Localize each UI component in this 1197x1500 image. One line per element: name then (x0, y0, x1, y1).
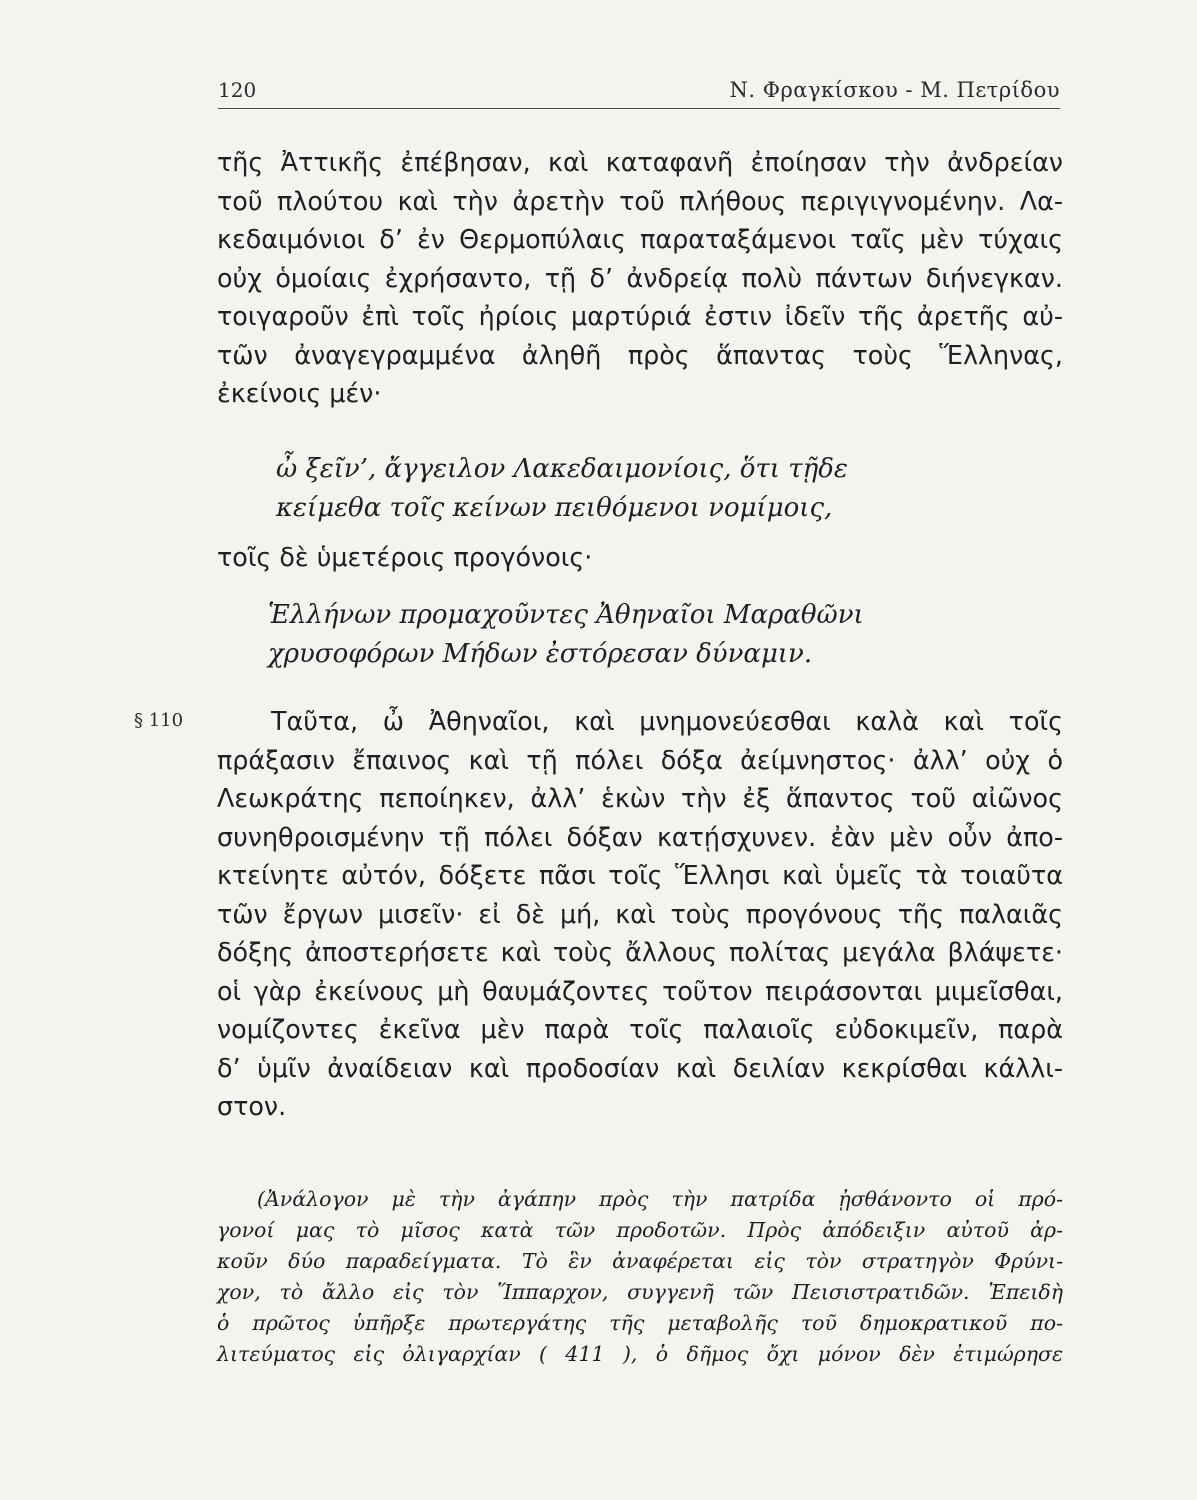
text-line: δ’ ὑμῖν ἀναίδειαν καὶ προδοσίαν καὶ δειλίαν κεκρίσθαι κάλλι- (217, 1052, 1063, 1083)
note-line: (Ἀνάλογον μὲ τὴν ἀγάπην πρὸς τὴν πατρίδα ᾐσθάνοντο οἱ πρό- (257, 1187, 1063, 1211)
note-line: ὁ πρῶτος ὑπῆρξε πρωτεργάτης τῆς μεταβολῆς τοῦ δημοκρατικοῦ πο- (217, 1311, 1063, 1335)
verse-line: κείμεθα τοῖς κείνων πειθόμενοι νομίμοις, (276, 492, 833, 523)
text-line: οἱ γὰρ ἐκείνους μὴ θαυμάζοντες τοῦτον πειράσονται μιμεῖσθαι, (217, 975, 1063, 1006)
verse-line: Ἑλλήνων προμαχοῦντες Ἀθηναῖοι Μαραθῶνι (268, 600, 864, 630)
epigram-2-intro: τοῖς δὲ ὑμετέροις προγόνοις· (217, 542, 593, 572)
verse-line: χρυσοφόρων Μήδων ἐστόρεσαν δύναμιν. (268, 638, 813, 669)
note-line: γονοί μας τὸ μῖσος κατὰ τῶν προδοτῶν. Πρὸς ἀπόδειξιν αὐτοῦ ἀρ- (217, 1218, 1063, 1242)
text-line: πράξασιν ἔπαινος καὶ τῇ πόλει δόξα ἀείμνηστος· ἀλλ’ οὐχ ὁ (217, 744, 1063, 775)
section-marker: § 110 (134, 710, 184, 731)
page-header (218, 72, 1060, 109)
text-line: ἐκείνοις μέν· (217, 378, 382, 408)
text-line: τῆς Ἀττικῆς ἐπέβησαν, καὶ καταφανῆ ἐποίησαν τὴν ἀνδρείαν (217, 147, 1063, 177)
text-line: συνηθροισμένην τῇ πόλει δόξαν κατῄσχυνεν. ἐὰν μὲν οὖν ἀπο- (217, 821, 1063, 852)
note-line: κοῦν δύο παραδείγματα. Τὸ ἓν ἀναφέρεται εἰς τὸν στρατηγὸν Φρύνι- (217, 1249, 1063, 1273)
text-line: οὐχ ὁμοίαις ἐχρήσαντο, τῇ δ’ ἀνδρείᾳ πολὺ πάντων διήνεγκαν. (217, 262, 1063, 293)
section-110-text (217, 702, 1063, 1126)
verse-line: ὦ ξεῖν’, ἄγγειλον Λακεδαιμονίοις, ὅτι τῇδε (276, 454, 848, 484)
running-title: Ν. Φραγκίσκου - Μ. Πετρίδου (729, 78, 1060, 102)
text-line: στον. (217, 1091, 287, 1121)
text-line: τῶν ἔργων μισεῖν· εἰ δὲ μή, καὶ τοὺς προγόνους τῆς παλαιᾶς (217, 898, 1063, 929)
text-line: κεδαιμόνιοι δ’ ἐν Θερμοπύλαις παραταξάμενοι ταῖς μὲν τύχαις (217, 224, 1063, 254)
text-line: κτείνητε αὐτόν, δόξετε πᾶσι τοῖς Ἕλλησι καὶ ὑμεῖς τὰ τοιαῦτα (217, 860, 1063, 890)
note-line: λιτεύματος εἰς ὀλιγαρχίαν ( 411 ), ὁ δῆμος ὄχι μόνον δὲν ἐτιμώρησε (217, 1342, 1063, 1366)
page-number: 120 (218, 78, 257, 102)
text-line: τοιγαροῦν ἐπὶ τοῖς ἠρίοις μαρτύριά ἐστιν ἰδεῖν τῆς ἀρετῆς αὐ- (217, 301, 1063, 331)
text-line: τοῦ πλούτου καὶ τὴν ἀρετὴν τοῦ πλήθους περιγιγνομένην. Λα- (217, 185, 1063, 216)
text-line: Ταῦτα, ὦ Ἀθηναῖοι, καὶ μνημονεύεσθαι καλὰ καὶ τοῖς (271, 706, 1063, 736)
note-line: χον, τὸ ἄλλο εἰς τὸν Ἵππαρχον, συγγενῆ τῶν Πεισιστρατιδῶν. Ἐπειδὴ (217, 1280, 1063, 1304)
commentary-note (217, 1184, 1063, 1370)
paragraph-1 (217, 143, 1063, 413)
epigram-1 (276, 450, 848, 527)
text-line: νομίζοντες ἐκεῖνα μὲν παρὰ τοῖς παλαιοῖς εὐδοκιμεῖν, παρὰ (217, 1014, 1063, 1044)
text-line: Λεωκράτης πεποίηκεν, ἀλλ’ ἑκὼν τὴν ἐξ ἅπαντος τοῦ αἰῶνος (217, 783, 1063, 813)
text-line: τῶν ἀναγεγραμμένα ἀληθῆ πρὸς ἅπαντας τοὺς Ἕλληνας, (217, 339, 1063, 370)
text-line: δόξης ἀποστερήσετε καὶ τοὺς ἄλλους πολίτας μεγάλα βλάψετε· (217, 937, 1063, 967)
epigram-2 (268, 596, 864, 673)
